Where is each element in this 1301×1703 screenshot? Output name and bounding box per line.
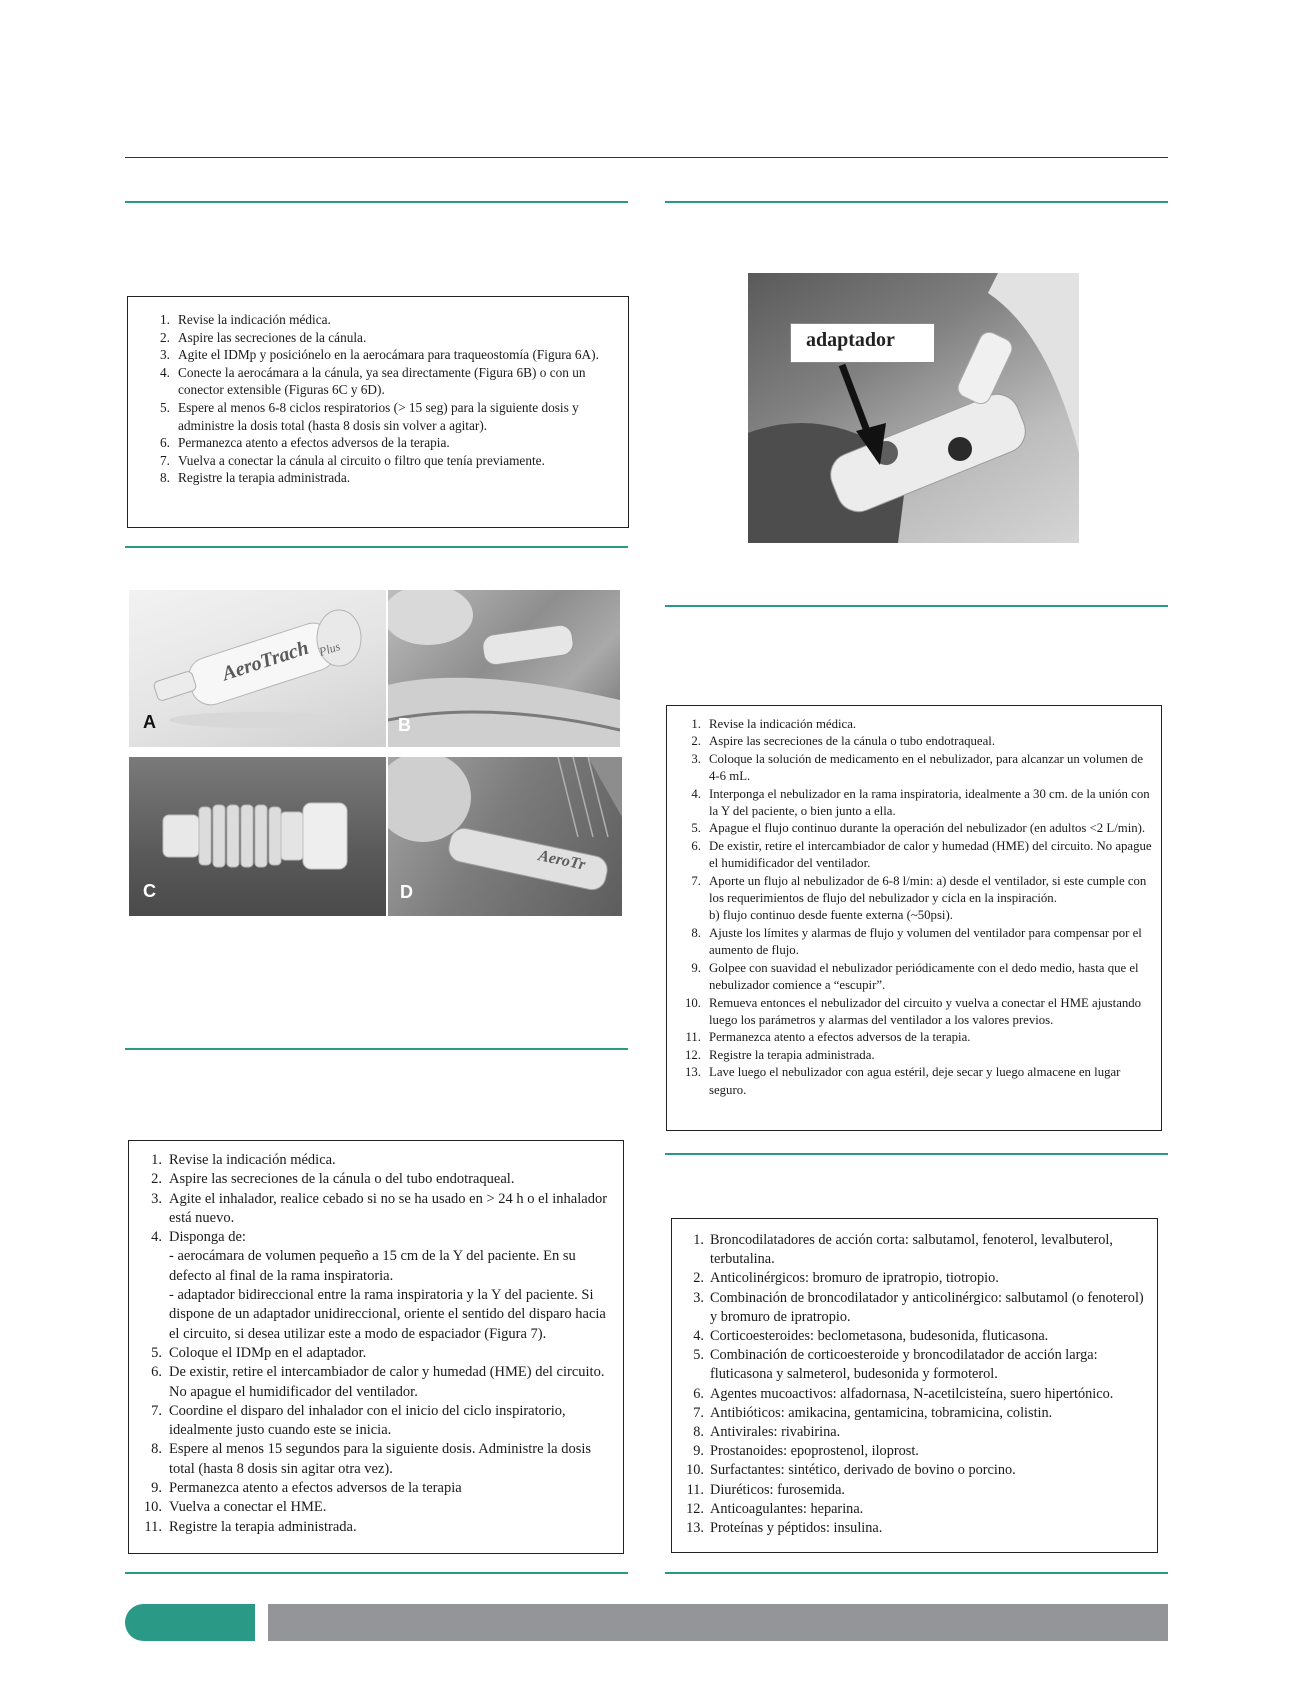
list-item-text: Lave luego el nebulizador con agua estéril, deje secar y luego almacene en lugar seguro.	[709, 1065, 1121, 1097]
list-item-number: 6.	[691, 838, 701, 853]
list-item-text: Vuelva a conectar el HME.	[169, 1499, 327, 1516]
section-rule-left-4	[125, 1572, 628, 1574]
list-item-text: Combinación de broncodilatador y anticolinérgico: salbutamol (o fenoterol) y bromuro de ipratropio.	[710, 1289, 1144, 1325]
procedure-box-tracheostomy	[127, 296, 629, 528]
list-item-number: 3.	[693, 1289, 704, 1306]
list-item-text: Anticoagulantes: heparina.	[710, 1500, 864, 1517]
header-rule	[125, 157, 1168, 158]
list-item-text: Conecte la aerocámara a la cánula, ya sea directamente (Figura 6B) o con un conector extensible (Figuras 6C y 6D).	[178, 364, 586, 398]
procedure-step	[136, 434, 618, 452]
drug-list-item	[676, 1519, 1149, 1538]
section-rule-left-1	[125, 201, 628, 203]
drug-list-item	[676, 1269, 1149, 1288]
drug-list-item	[676, 1346, 1149, 1384]
figure-6b-label: B	[398, 715, 411, 735]
list-item-text: Surfactantes: sintético, derivado de bovino o porcino.	[710, 1462, 1016, 1479]
list-item-number: 2.	[691, 734, 701, 749]
list-item-number: 11.	[685, 1030, 701, 1045]
drug-list-item	[676, 1461, 1149, 1480]
list-item-number: 4.	[693, 1328, 704, 1345]
list-item-number: 10.	[143, 1499, 162, 1516]
list-item-text: Agite el IDMp y posiciónelo en la aerocámara para traqueostomía (Figura 6A).	[178, 347, 599, 363]
section-rule-left-3	[125, 1048, 628, 1050]
arrow-icon	[836, 361, 896, 471]
list-item-text: Remueva entonces el nebulizador del circuito y vuelva a conectar el HME ajustando luego los parámetros y alarmas del ventilador a los valores previos.	[709, 995, 1142, 1027]
list-item-text: Registre la terapia administrada.	[178, 470, 351, 486]
list-item-text: Aspire las secreciones de la cánula o tubo endotraqueal.	[709, 734, 996, 749]
aerotrach-plus-text: Plus	[317, 639, 342, 659]
list-item-number: 7.	[691, 873, 701, 888]
list-item-text: Permanezca atento a efectos adversos de la terapia.	[178, 435, 450, 451]
list-item-number: 4.	[691, 786, 701, 801]
list-item-number: 8.	[693, 1424, 704, 1441]
list-item-subtext: - aerocámara de volumen pequeño a 15 cm de la Y del paciente. En su defecto al final de la rama inspiratoria.	[169, 1248, 576, 1284]
list-item-number: 2.	[160, 329, 170, 345]
procedure-step	[136, 346, 618, 364]
list-item-text: Antivirales: rivabirina.	[710, 1424, 841, 1441]
list-item-number: 13.	[685, 1065, 701, 1080]
list-item-number: 5.	[691, 821, 701, 836]
list-item-text: Registre la terapia administrada.	[709, 1047, 875, 1062]
section-rule-right-4	[665, 1572, 1168, 1574]
section-rule-right-2	[665, 605, 1168, 607]
procedure-step	[136, 399, 618, 434]
procedure-list-ventilator	[133, 1151, 615, 1537]
list-item-text: Combinación de corticoesteroide y broncodilatador de acción larga: fluticasona y salmeterol, budesonida y formoterol.	[710, 1347, 1098, 1383]
drug-list-item	[676, 1231, 1149, 1269]
figure-6c-photo	[129, 757, 386, 916]
procedure-step	[136, 469, 618, 487]
procedure-box-ventilator	[128, 1140, 624, 1554]
drug-list-item	[676, 1404, 1149, 1423]
procedure-step	[671, 1064, 1153, 1099]
procedure-step	[671, 960, 1153, 995]
list-item-number: 3.	[151, 1190, 162, 1207]
patient-connector-image	[388, 757, 622, 916]
list-item-number: 10.	[685, 995, 701, 1010]
list-item-text: De existir, retire el intercambiador de calor y humedad (HME) del circuito. No apague el humidificador del ventilador.	[169, 1364, 605, 1400]
aerotrach-tube-text: AeroTr	[536, 847, 587, 874]
list-item-text: Ajuste los límites y alarmas de flujo y volumen del ventilador para compensar por el aumento de flujo.	[709, 925, 1142, 958]
list-item-number: 3.	[160, 347, 170, 363]
list-item-number: 4.	[151, 1229, 162, 1246]
drug-list-item	[676, 1500, 1149, 1519]
procedure-step	[671, 925, 1153, 960]
list-item-text: Golpee con suavidad el nebulizador periódicamente con el dedo medio, hasta que el nebulizador comience a “escupir”.	[709, 960, 1139, 993]
procedure-step	[133, 1344, 615, 1363]
procedure-step	[133, 1498, 615, 1517]
procedure-step	[133, 1363, 615, 1402]
patient-tracheostomy-image	[388, 590, 620, 747]
list-item-text: Permanezca atento a efectos adversos de la terapia	[169, 1480, 462, 1497]
procedure-step	[671, 873, 1153, 925]
list-item-text: Diuréticos: furosemida.	[710, 1481, 845, 1498]
list-item-text: Revise la indicación médica.	[709, 717, 857, 731]
list-item-number: 12.	[685, 1047, 701, 1062]
procedure-list-nebulizer	[671, 716, 1153, 1099]
list-item-text: Espere al menos 15 segundos para la siguiente dosis. Administre la dosis total (hasta 8 dosis sin agitar otra vez).	[169, 1441, 592, 1477]
procedure-step	[671, 820, 1153, 837]
list-item-text: Aspire las secreciones de la cánula o del tubo endotraqueal.	[169, 1171, 515, 1188]
section-rule-left-2	[125, 546, 628, 548]
list-item-text: Revise la indicación médica.	[169, 1152, 336, 1168]
figure-6	[129, 590, 622, 916]
list-item-number: 11.	[144, 1518, 162, 1535]
list-item-number: 2.	[151, 1171, 162, 1188]
footer-page-tab	[125, 1604, 255, 1641]
list-item-number: 10.	[686, 1462, 704, 1479]
list-item-text: Coloque la solución de medicamento en el nebulizador, para alcanzar un volumen de 4-6 mL.	[709, 751, 1144, 784]
list-item-number: 1.	[160, 312, 170, 327]
list-item-number: 1.	[151, 1152, 162, 1168]
section-rule-right-3	[665, 1153, 1168, 1155]
list-item-number: 5.	[151, 1344, 162, 1361]
list-item-text: Aporte un flujo al nebulizador de 6-8 l/min: a) desde el ventilador, si este cumple con los requerimientos de flujo del nebulizador y cicla en la inspiración.	[709, 873, 1147, 906]
list-item-text: Espere al menos 6-8 ciclos respiratorios (> 15 seg) para la siguiente dosis y administre la dosis total (hasta 8 dosis sin volver a agitar).	[178, 399, 579, 433]
drug-list-item	[676, 1385, 1149, 1404]
drug-list-item	[676, 1481, 1149, 1500]
list-item-text: Coordine el disparo del inhalador con el inicio del ciclo inspiratorio, idealmente justo cuando este se inicia.	[169, 1402, 566, 1439]
list-item-number: 12.	[686, 1500, 704, 1517]
drug-list-item	[676, 1442, 1149, 1461]
procedure-step	[136, 329, 618, 347]
list-item-text: Registre la terapia administrada.	[169, 1518, 357, 1535]
procedure-step	[671, 716, 1153, 733]
list-item-number: 6.	[693, 1385, 704, 1402]
list-item-number: 5.	[160, 399, 170, 415]
adapter-circuit-image	[748, 273, 1079, 543]
list-item-subtext: - adaptador bidireccional entre la rama inspiratoria y la Y del paciente. Si dispone de un adaptador unidireccional, oriente el sentido del disparo hacia el circuito, si desea utilizar este a modo de espaciador (Figura 7).	[169, 1287, 606, 1342]
adapter-label: adaptador	[806, 329, 895, 351]
procedure-step	[136, 311, 618, 329]
list-item-text: Permanezca atento a efectos adversos de la terapia.	[709, 1030, 971, 1045]
list-item-number: 7.	[151, 1402, 162, 1419]
procedure-step	[671, 1029, 1153, 1046]
procedure-step	[671, 995, 1153, 1030]
procedure-step	[671, 733, 1153, 750]
list-item-text: Agentes mucoactivos: alfadornasa, N-acetilcisteína, suero hipertónico.	[710, 1385, 1114, 1402]
list-item-number: 7.	[160, 452, 170, 468]
figure-6c-label: C	[143, 881, 156, 901]
figure-6a-photo	[129, 590, 386, 747]
list-item-number: 6.	[160, 435, 170, 451]
list-item-text: Antibióticos: amikacina, gentamicina, tobramicina, colistin.	[710, 1404, 1053, 1421]
procedure-step	[133, 1479, 615, 1498]
list-item-text: Coloque el IDMp en el adaptador.	[169, 1344, 367, 1361]
list-item-number: 3.	[691, 751, 701, 766]
procedure-list-tracheostomy	[136, 311, 618, 487]
figure-7-photo	[748, 273, 1079, 543]
procedure-step	[133, 1518, 615, 1537]
list-item-number: 9.	[151, 1480, 162, 1497]
procedure-step	[671, 786, 1153, 821]
drug-list	[676, 1231, 1149, 1538]
drug-list-item	[676, 1289, 1149, 1327]
procedure-step	[671, 838, 1153, 873]
list-item-number: 8.	[151, 1441, 162, 1458]
list-item-number: 9.	[691, 960, 701, 975]
list-item-number: 1.	[693, 1232, 704, 1248]
procedure-step	[133, 1228, 615, 1344]
list-item-text: Revise la indicación médica.	[178, 312, 331, 327]
list-item-text: Anticolinérgicos: bromuro de ipratropio, tiotropio.	[710, 1270, 999, 1287]
list-item-text: Prostanoides: epoprostenol, iloprost.	[710, 1443, 919, 1460]
list-item-text: Vuelva a conectar la cánula al circuito o filtro que tenía previamente.	[178, 452, 545, 468]
drug-list-item	[676, 1423, 1149, 1442]
list-item-number: 2.	[693, 1270, 704, 1287]
procedure-step	[136, 452, 618, 470]
list-item-text: Interponga el nebulizador en la rama inspiratoria, idealmente a 30 cm. de la unión con la Y del paciente, o bien junto a ella.	[709, 786, 1150, 819]
list-item-text: Aspire las secreciones de la cánula.	[178, 329, 367, 345]
procedure-step	[136, 364, 618, 399]
drug-list-box	[671, 1218, 1158, 1553]
list-item-number: 5.	[693, 1347, 704, 1364]
list-item-number: 4.	[160, 364, 170, 380]
list-item-number: 7.	[693, 1404, 704, 1421]
figure-6d-photo	[388, 757, 622, 916]
procedure-box-nebulizer	[666, 705, 1162, 1131]
list-item-text: Disponga de:	[169, 1229, 246, 1246]
procedure-step	[133, 1151, 615, 1170]
list-item-number: 1.	[691, 717, 701, 731]
list-item-number: 13.	[686, 1520, 704, 1537]
list-item-text: Apague el flujo continuo durante la operación del nebulizador (en adultos <2 L/min).	[709, 821, 1146, 836]
procedure-step	[133, 1190, 615, 1229]
list-item-number: 8.	[691, 925, 701, 940]
procedure-step	[671, 1047, 1153, 1064]
figure-6b-photo	[388, 590, 620, 747]
list-item-number: 11.	[686, 1481, 704, 1498]
figure-6a-label: A	[143, 712, 156, 732]
list-item-text: Proteínas y péptidos: insulina.	[710, 1520, 883, 1537]
figure-6d-label: D	[400, 882, 413, 902]
drug-list-item	[676, 1327, 1149, 1346]
list-item-text: Broncodilatadores de acción corta: salbutamol, fenoterol, levalbuterol, terbutalina.	[710, 1232, 1113, 1268]
list-item-text: Corticoesteroides: beclometasona, budesonida, fluticasona.	[710, 1328, 1049, 1345]
list-item-text: De existir, retire el intercambiador de calor y humedad (HME) del circuito. No apague el humidificador del ventilador.	[709, 838, 1152, 871]
footer-bar	[268, 1604, 1168, 1641]
procedure-step	[133, 1170, 615, 1189]
list-item-subtext: b) flujo continuo desde fuente externa (~50psi).	[709, 908, 953, 923]
list-item-text: Agite el inhalador, realice cebado si no se ha usado en > 24 h o el inhalador está nuevo.	[169, 1190, 608, 1226]
list-item-number: 6.	[151, 1364, 162, 1381]
procedure-step	[133, 1440, 615, 1479]
procedure-step	[133, 1402, 615, 1441]
procedure-step	[671, 751, 1153, 786]
aerotrach-brand-text: AeroTrach	[219, 636, 312, 686]
extensible-connector-image	[129, 757, 386, 916]
section-rule-right-1	[665, 201, 1168, 203]
list-item-number: 9.	[693, 1443, 704, 1460]
list-item-number: 8.	[160, 470, 170, 486]
